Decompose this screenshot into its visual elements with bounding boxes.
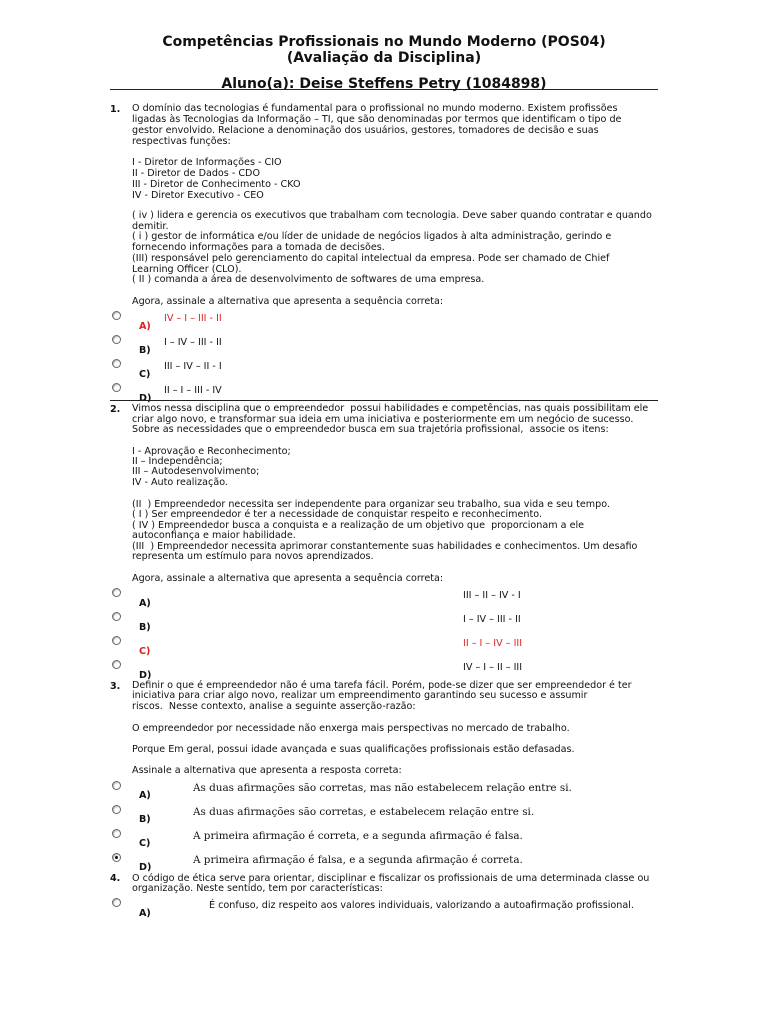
description-line: (II ) Empreendedor necessita ser independente para organizar seu trabalho, sua vida e seu tempo. (132, 499, 610, 510)
option-text: As duas afirmações são corretas, mas não estabelecem relação entre si. (193, 782, 572, 794)
description-line: autoconfiança e maior habilidade. (132, 530, 296, 541)
list-item: III - Diretor de Conhecimento - CKO (132, 179, 301, 190)
question-number: 1. (110, 104, 121, 115)
list-item: III – Autodesenvolvimento; (132, 466, 260, 477)
doc-title-line1: Competências Profissionais no Mundo Moderno (POS04) (162, 34, 606, 50)
question-number: 2. (110, 404, 121, 415)
question-number: 3. (110, 681, 121, 692)
option-radio[interactable] (112, 636, 121, 645)
description-line: representa um estímulo para novos aprendizados. (132, 551, 374, 562)
question-stem-line: criar algo novo, e transformar sua ideia em uma iniciativa e posteriormente em um negócio de sucesso. (132, 414, 634, 425)
option-letter: B) (139, 345, 151, 356)
option-radio[interactable] (112, 612, 121, 621)
doc-title-line2: (Avaliação da Disciplina) (286, 50, 482, 66)
question-stem-line: O código de ética serve para orientar, disciplinar e fiscalizar os profissionais de uma determinada classe ou (132, 873, 650, 884)
list-item: IV - Auto realização. (132, 477, 228, 488)
option-radio[interactable] (112, 588, 121, 597)
option-radio[interactable] (112, 311, 121, 320)
option-letter: C) (139, 646, 151, 657)
question-prompt: Agora, assinale a alternativa que apresenta a sequência correta: (132, 573, 444, 584)
assertion-text: O empreendedor por necessidade não enxerga mais perspectivas no mercado de trabalho. (132, 723, 570, 734)
option-text: III – II – IV - I (463, 590, 521, 601)
question-stem-line: Definir o que é empreendedor não é uma tarefa fácil. Porém, pode-se dizer que ser empreendedor é ter (132, 680, 632, 691)
description-line: (III) responsável pelo gerenciamento do capital intelectual da empresa. Pode ser chamado de Chief (132, 253, 610, 264)
option-text: III – IV – II - I (164, 361, 222, 372)
list-item: II – Independência; (132, 456, 223, 467)
option-radio[interactable] (112, 359, 121, 368)
option-text: É confuso, diz respeito aos valores individuais, valorizando a autoafirmação profissional. (209, 900, 634, 911)
option-letter: B) (139, 622, 151, 633)
description-line: ( i ) gestor de informática e/ou líder de unidade de negócios ligados à alta administração, gerindo e (132, 231, 612, 242)
list-item: I - Aprovação e Reconhecimento; (132, 446, 291, 457)
option-radio[interactable] (112, 805, 121, 814)
question-stem-line: Vimos nessa disciplina que o empreendedor possui habilidades e competências, nas quais possibilitam ele (132, 403, 649, 414)
option-text: A primeira afirmação é falsa, e a segunda afirmação é correta. (193, 854, 523, 866)
option-radio[interactable] (112, 660, 121, 669)
description-line: ( II ) comanda a área de desenvolvimento de softwares de uma empresa. (132, 274, 485, 285)
option-text: IV – I – II – III (463, 662, 523, 673)
list-item: I - Diretor de Informações - CIO (132, 157, 282, 168)
question-stem-line: riscos. Nesse contexto, analise a seguinte asserção-razão: (132, 701, 416, 712)
option-letter: C) (139, 369, 151, 380)
description-line: demitir. (132, 221, 169, 232)
description-line: ( I ) Ser empreendedor é ter a necessidade de conquistar respeito e reconhecimento. (132, 509, 543, 520)
option-radio[interactable] (112, 335, 121, 344)
description-line: Learning Officer (CLO). (132, 264, 242, 275)
reason-text: Porque Em geral, possui idade avançada e suas qualificações profissionais estão defasadas. (132, 744, 575, 755)
option-radio[interactable] (112, 781, 121, 790)
option-radio[interactable] (112, 383, 121, 392)
question-stem-line: ligadas às Tecnologias da Informação – TI, que são denominadas por termos que identificam o tipo de (132, 114, 622, 125)
header-divider (110, 89, 658, 90)
list-item: II - Diretor de Dados - CDO (132, 168, 260, 179)
question-stem-line: O domínio das tecnologias é fundamental para o profissional no mundo moderno. Existem profissões (132, 103, 618, 114)
option-text: I – IV – III - II (463, 614, 521, 625)
question-stem-line: gestor envolvido. Relacione a denominação dos usuários, gestores, tomadores de decisão e suas (132, 125, 599, 136)
student-name: Aluno(a): Deise Steffens Petry (1084898) (221, 76, 547, 92)
description-line: (III ) Empreendedor necessita aprimorar constantemente suas habilidades e conhecimentos. Um desafio (132, 541, 638, 552)
option-letter: D) (139, 670, 152, 681)
option-radio-selected[interactable] (112, 853, 121, 862)
option-text: IV – I – III - II (164, 313, 222, 324)
option-radio[interactable] (112, 829, 121, 838)
option-letter: D) (139, 862, 152, 873)
question-stem-line: organização. Neste sentido, tem por características: (132, 883, 383, 894)
option-letter: A) (139, 321, 151, 332)
question-stem-line: iniciativa para criar algo novo, realizar um empreendimento garantindo seu sucesso e assumir (132, 690, 588, 701)
option-text: As duas afirmações são corretas, e estabelecem relação entre si. (193, 806, 535, 818)
option-letter: D) (139, 393, 152, 404)
option-text: A primeira afirmação é correta, e a segunda afirmação é falsa. (193, 830, 523, 842)
list-item: IV - Diretor Executivo - CEO (132, 190, 264, 201)
option-text: I – IV – III - II (164, 337, 222, 348)
question-divider (110, 400, 658, 401)
option-letter: C) (139, 838, 151, 849)
question-prompt: Agora, assinale a alternativa que apresenta a sequência correta: (132, 296, 444, 307)
question-prompt: Assinale a alternativa que apresenta a resposta correta: (132, 765, 402, 776)
option-radio[interactable] (112, 898, 121, 907)
option-text: II – I – IV – III (463, 638, 523, 649)
question-stem-line: Sobre as necessidades que o empreendedor busca em sua trajetória profissional, associe os itens: (132, 424, 609, 435)
option-letter: A) (139, 790, 151, 801)
description-line: ( IV ) Empreendedor busca a conquista e a realização de um objetivo que proporcionam a ele (132, 520, 585, 531)
option-letter: A) (139, 908, 151, 919)
description-line: fornecendo informações para a tomada de decisões. (132, 242, 385, 253)
description-line: ( iv ) lidera e gerencia os executivos que trabalham com tecnologia. Deve saber quando contratar e quando (132, 210, 652, 221)
question-number: 4. (110, 873, 121, 884)
option-letter: A) (139, 598, 151, 609)
option-letter: B) (139, 814, 151, 825)
question-stem-line: respectivas funções: (132, 136, 231, 147)
option-text: II – I – III - IV (164, 385, 222, 396)
